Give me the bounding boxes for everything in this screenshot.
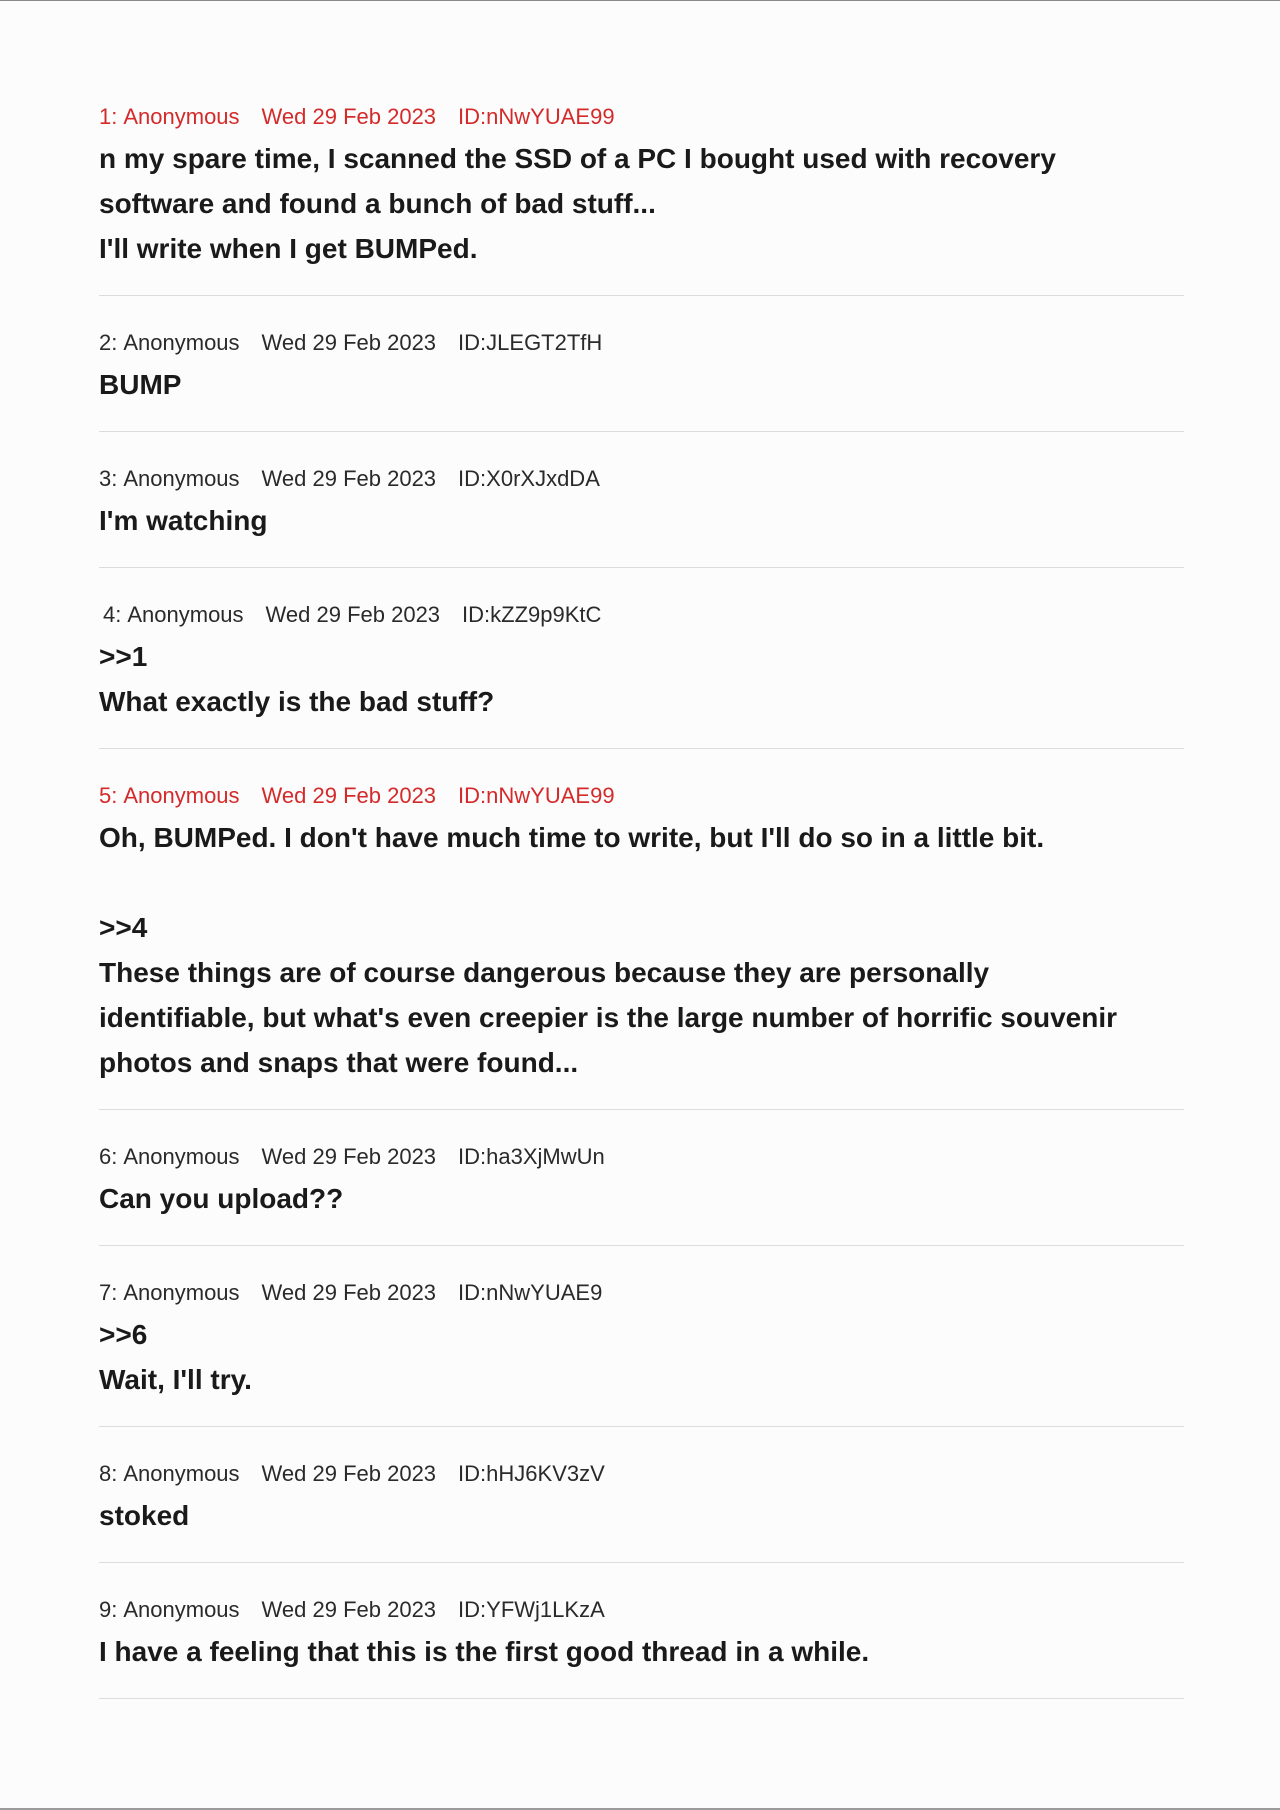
post-header [99, 100, 1184, 134]
post-body [99, 634, 1184, 724]
post-header [99, 598, 1184, 632]
poster-name: Anonymous [123, 1597, 240, 1622]
post-line: Wait, I'll try. [99, 1364, 252, 1395]
post-line: I'm watching [99, 505, 268, 536]
poster-name: Anonymous [123, 783, 240, 808]
post-8 [99, 1453, 1184, 1563]
post-number[interactable]: 3: [99, 466, 118, 491]
reply-link[interactable]: >>1 [99, 641, 148, 672]
post-3 [99, 458, 1184, 568]
post-header [99, 1593, 1184, 1627]
post-line: I have a feeling that this is the first good thread in a while. [99, 1636, 870, 1667]
poster-name: Anonymous [123, 1144, 240, 1169]
post-date: Wed 29 Feb 2023 [261, 330, 437, 355]
post-line: Oh, BUMPed. I don't have much time to write, but I'll do so in a little bit. [99, 822, 1045, 853]
post-date: Wed 29 Feb 2023 [261, 104, 437, 129]
post-header [99, 779, 1184, 813]
post-date: Wed 29 Feb 2023 [261, 1280, 437, 1305]
post-line: identifiable, but what's even creepier is the large number of horrific souvenir [99, 1002, 1118, 1033]
post-body [99, 1176, 1184, 1221]
post-line: Can you upload?? [99, 1183, 344, 1214]
post-header [99, 462, 1184, 496]
post-date: Wed 29 Feb 2023 [261, 466, 437, 491]
post-body [99, 136, 1184, 271]
post-number[interactable]: 2: [99, 330, 118, 355]
post-9 [99, 1589, 1184, 1699]
post-header [99, 1140, 1184, 1174]
post-date: Wed 29 Feb 2023 [265, 602, 441, 627]
post-line: BUMP [99, 369, 182, 400]
poster-id[interactable]: ID:kZZ9p9KtC [462, 602, 602, 627]
poster-id[interactable]: ID:JLEGT2TfH [458, 330, 603, 355]
poster-id[interactable]: ID:hHJ6KV3zV [458, 1461, 605, 1486]
poster-name: Anonymous [123, 466, 240, 491]
post-4 [99, 594, 1184, 749]
poster-name: Anonymous [123, 1461, 240, 1486]
post-header [99, 326, 1184, 360]
blank-line [99, 860, 1184, 905]
post-line: I'll write when I get BUMPed. [99, 233, 478, 264]
post-body [99, 815, 1184, 1085]
post-header [99, 1276, 1184, 1310]
post-number[interactable]: 1: [99, 104, 118, 129]
post-2 [99, 322, 1184, 432]
reply-link[interactable]: >>4 [99, 912, 148, 943]
post-number[interactable]: 4: [103, 602, 122, 627]
top-border [0, 0, 1280, 1]
post-body [99, 1493, 1184, 1538]
post-6 [99, 1136, 1184, 1246]
post-line: n my spare time, I scanned the SSD of a PC I bought used with recovery [99, 143, 1056, 174]
poster-name: Anonymous [127, 602, 244, 627]
thread [99, 96, 1184, 1725]
poster-name: Anonymous [123, 1280, 240, 1305]
post-1 [99, 96, 1184, 296]
poster-id[interactable]: ID:ha3XjMwUn [458, 1144, 605, 1169]
post-line: stoked [99, 1500, 190, 1531]
poster-name: Anonymous [123, 330, 240, 355]
post-line: These things are of course dangerous because they are personally [99, 957, 990, 988]
post-date: Wed 29 Feb 2023 [261, 1597, 437, 1622]
post-date: Wed 29 Feb 2023 [261, 1461, 437, 1486]
post-body [99, 362, 1184, 407]
post-line: software and found a bunch of bad stuff... [99, 188, 656, 219]
post-line: photos and snaps that were found... [99, 1047, 579, 1078]
post-body [99, 1312, 1184, 1402]
post-number[interactable]: 9: [99, 1597, 118, 1622]
post-date: Wed 29 Feb 2023 [261, 783, 437, 808]
reply-link[interactable]: >>6 [99, 1319, 148, 1350]
post-number[interactable]: 7: [99, 1280, 118, 1305]
post-line: What exactly is the bad stuff? [99, 686, 495, 717]
post-number[interactable]: 8: [99, 1461, 118, 1486]
post-body [99, 1629, 1184, 1674]
post-header [99, 1457, 1184, 1491]
poster-name: Anonymous [123, 104, 240, 129]
poster-id[interactable]: ID:YFWj1LKzA [458, 1597, 605, 1622]
post-body [99, 498, 1184, 543]
poster-id[interactable]: ID:nNwYUAE99 [458, 104, 615, 129]
post-5 [99, 775, 1184, 1110]
poster-id[interactable]: ID:nNwYUAE99 [458, 783, 615, 808]
post-date: Wed 29 Feb 2023 [261, 1144, 437, 1169]
post-7 [99, 1272, 1184, 1427]
poster-id[interactable]: ID:nNwYUAE9 [458, 1280, 603, 1305]
poster-id[interactable]: ID:X0rXJxdDA [458, 466, 600, 491]
post-number[interactable]: 6: [99, 1144, 118, 1169]
post-number[interactable]: 5: [99, 783, 118, 808]
